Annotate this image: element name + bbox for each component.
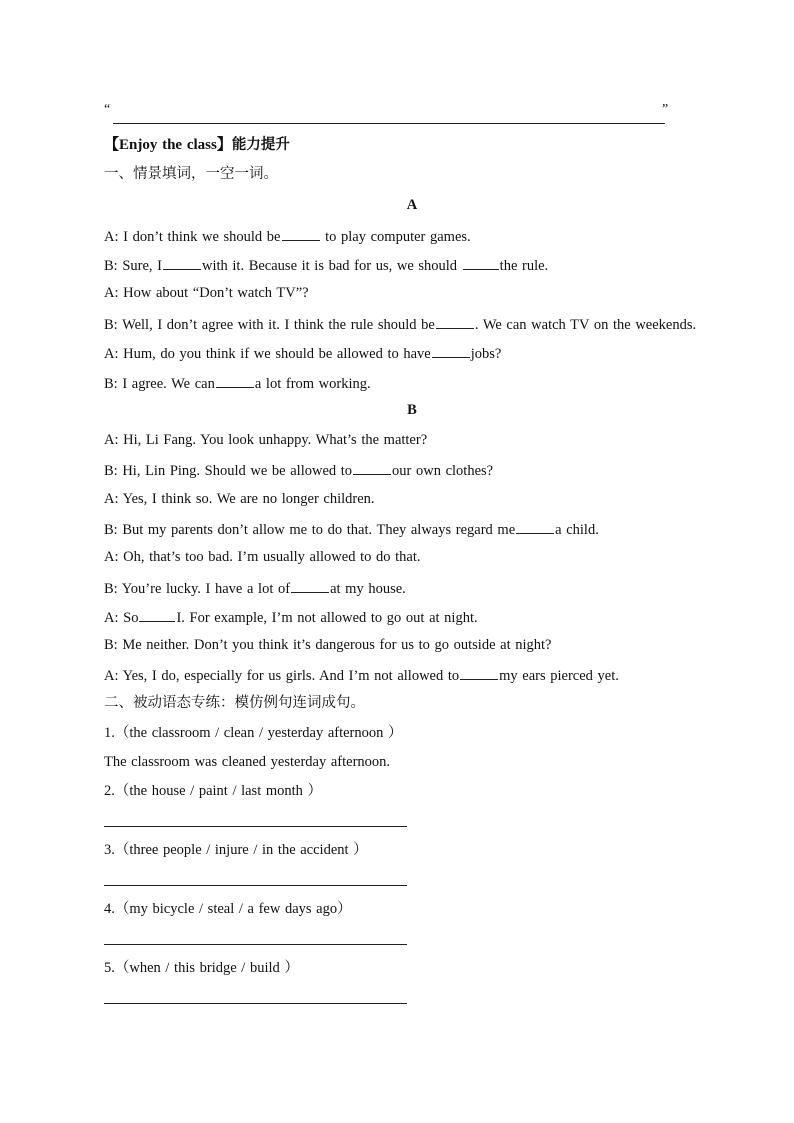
enjoy-class-title-cn: 能力提升 xyxy=(231,137,290,153)
line-text: our own clothes? xyxy=(392,463,494,479)
line-text: B: Well, I don’t agree with it. I think the rule should be xyxy=(104,317,435,333)
line-text: the rule. xyxy=(499,258,549,274)
line-text: B: I agree. We can xyxy=(104,376,215,392)
fill-blank[interactable] xyxy=(291,578,329,593)
line-text: with it. Because it is bad for us, we should xyxy=(201,258,462,274)
line-text: my ears pierced yet. xyxy=(499,668,619,684)
line-text: B: Sure, I xyxy=(104,258,162,274)
exercise-5-answer-line[interactable] xyxy=(104,1003,407,1004)
line-text: B: Hi, Lin Ping. Should we be allowed to xyxy=(104,463,353,479)
fill-blank[interactable] xyxy=(282,226,320,241)
dialog-a-line-4 xyxy=(104,314,696,334)
fill-blank[interactable] xyxy=(216,373,254,388)
exercise-2-prompt: 2.（the house / paint / last month ） xyxy=(104,783,323,799)
fill-blank[interactable] xyxy=(436,314,474,329)
dialog-a-line-2 xyxy=(104,255,548,275)
dialog-b-line-1: A: Hi, Li Fang. You look unhappy. What’s the matter? xyxy=(104,432,428,448)
dialog-b-line-3: A: Yes, I think so. We are no longer children. xyxy=(104,491,375,507)
exercise-1-example-answer: The classroom was cleaned yesterday afternoon. xyxy=(104,754,391,770)
exercise-4-answer-line[interactable] xyxy=(104,944,407,945)
fill-blank[interactable] xyxy=(516,519,554,534)
exercise-3-prompt: 3.（three people / injure / in the accident ） xyxy=(104,842,368,858)
exercise-5-prompt: 5.（when / this bridge / build ） xyxy=(104,960,299,976)
fill-blank[interactable] xyxy=(432,343,470,358)
enjoy-class-heading xyxy=(104,136,290,154)
dialog-b-line-4 xyxy=(104,519,599,539)
fill-blank[interactable] xyxy=(139,607,175,622)
dialog-b-line-6 xyxy=(104,578,406,598)
exercise-3-answer-line[interactable] xyxy=(104,885,407,886)
line-text: . We can watch TV on the weekends. xyxy=(474,317,697,333)
dialog-a-line-5 xyxy=(104,343,501,363)
fill-blank[interactable] xyxy=(460,665,498,680)
dialog-b-line-7 xyxy=(104,607,478,627)
dialog-b-line-9 xyxy=(104,665,619,685)
line-text: a child. xyxy=(555,522,599,538)
line-text: A: So xyxy=(104,610,139,626)
exercise-2-answer-line[interactable] xyxy=(104,826,407,827)
exercise-4-prompt: 4.（my bicycle / steal / a few days ago） xyxy=(104,901,352,917)
close-quote: ” xyxy=(662,102,669,117)
line-text: to play computer games. xyxy=(320,229,471,245)
line-text: B: You’re lucky. I have a lot of xyxy=(104,581,291,597)
line-text: A: Hum, do you think if we should be allowed to have xyxy=(104,346,431,362)
fill-blank[interactable] xyxy=(353,460,391,475)
answer-underline xyxy=(113,123,665,124)
dialog-b-line-8: B: Me neither. Don’t you think it’s dangerous for us to go outside at night? xyxy=(104,637,552,653)
line-text: A: I don’t think we should be xyxy=(104,229,281,245)
quote-answer-line xyxy=(104,103,674,125)
dialog-a-line-1 xyxy=(104,226,471,246)
exercise-1-prompt: 1.（the classroom / clean / yesterday afternoon ） xyxy=(104,725,403,741)
dialog-b-line-2 xyxy=(104,460,493,480)
dialog-b-label: B xyxy=(407,402,417,418)
fill-blank[interactable] xyxy=(463,255,499,270)
dialog-a-line-6 xyxy=(104,373,371,393)
enjoy-class-title: 【Enjoy the class】 xyxy=(104,137,232,153)
line-text: a lot from working. xyxy=(254,376,371,392)
part1-title: 一、情景填词，一空一词。 xyxy=(104,166,278,182)
fill-blank[interactable] xyxy=(163,255,201,270)
dialog-a-line-3: A: How about “Don’t watch TV”? xyxy=(104,285,309,301)
line-text: at my house. xyxy=(330,581,406,597)
dialog-a-label: A xyxy=(406,197,418,213)
part2-title: 二、被动语态专练：模仿例句连词成句。 xyxy=(104,695,365,711)
line-text: B: But my parents don’t allow me to do that. They always regard me xyxy=(104,522,516,538)
line-text: jobs? xyxy=(470,346,502,362)
line-text: A: Yes, I do, especially for us girls. And I’m not allowed to xyxy=(104,668,460,684)
open-quote: “ xyxy=(104,102,111,117)
dialog-b-line-5: A: Oh, that’s too bad. I’m usually allowed to do that. xyxy=(104,549,421,565)
line-text: I. For example, I’m not allowed to go out at night. xyxy=(176,610,478,626)
